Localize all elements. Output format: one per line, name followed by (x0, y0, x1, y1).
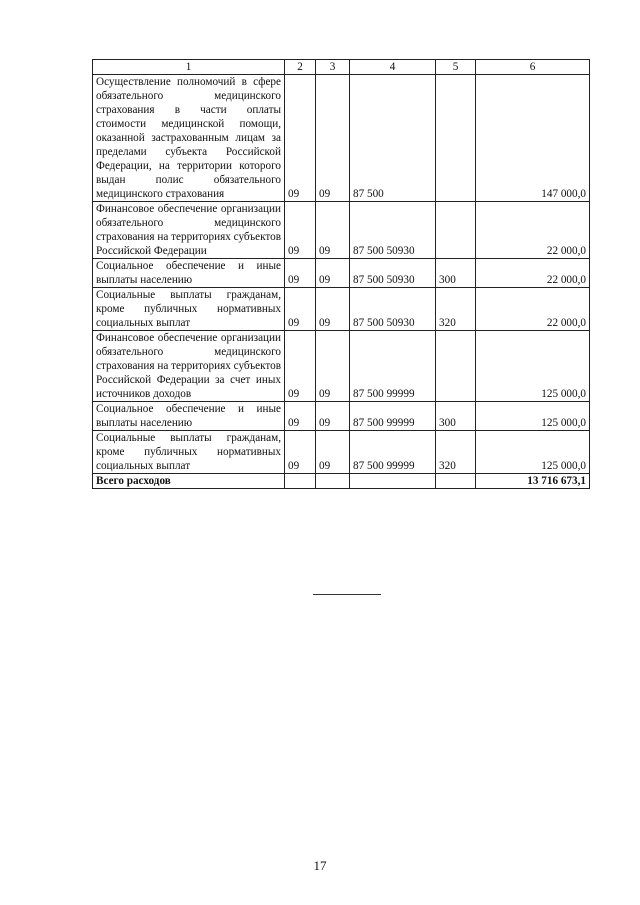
target-article-code: 87 500 (350, 75, 436, 202)
column-header: 4 (350, 60, 436, 75)
column-header: 1 (93, 60, 285, 75)
subsection-code: 09 (316, 331, 350, 402)
amount: 22 000,0 (476, 259, 590, 288)
subsection-code: 09 (316, 202, 350, 259)
expense-type-code: 300 (436, 259, 476, 288)
expense-type-code: 320 (436, 288, 476, 331)
table-row (93, 331, 590, 402)
expense-type-code: 300 (436, 402, 476, 431)
empty-cell (285, 474, 316, 489)
total-row (93, 474, 590, 489)
target-article-code: 87 500 50930 (350, 259, 436, 288)
expense-type-code (436, 75, 476, 202)
row-description: Социальные выплаты гражданам, кроме публичных нормативных социальных выплат (93, 431, 285, 474)
column-header: 3 (316, 60, 350, 75)
expense-type-code (436, 202, 476, 259)
expenditure-table (92, 59, 590, 489)
amount: 125 000,0 (476, 331, 590, 402)
table-row (93, 288, 590, 331)
section-code: 09 (285, 288, 316, 331)
table-row (93, 202, 590, 259)
empty-cell (316, 474, 350, 489)
row-description: Осуществление полномочий в сфере обязательного медицинского страхования в части оплаты стоимости медицинской помощи, оказанной застрахованным лицам за пределами субъекта Российской Федерации, на территории которого выдан полис обязательного медицинского страхования (93, 75, 285, 202)
row-description: Социальное обеспечение и иные выплаты населению (93, 402, 285, 431)
target-article-code: 87 500 99999 (350, 331, 436, 402)
column-header: 6 (476, 60, 590, 75)
row-description: Финансовое обеспечение организации обязательного медицинского страхования на территориях субъектов Российской Федерации за счет иных источников доходов (93, 331, 285, 402)
target-article-code: 87 500 50930 (350, 202, 436, 259)
section-code: 09 (285, 402, 316, 431)
target-article-code: 87 500 50930 (350, 288, 436, 331)
column-header: 5 (436, 60, 476, 75)
target-article-code: 87 500 99999 (350, 402, 436, 431)
table-row (93, 431, 590, 474)
amount: 22 000,0 (476, 288, 590, 331)
row-description: Финансовое обеспечение организации обязательного медицинского страхования на территориях субъектов Российской Федерации (93, 202, 285, 259)
empty-cell (350, 474, 436, 489)
section-code: 09 (285, 259, 316, 288)
table-row (93, 75, 590, 202)
empty-cell (436, 474, 476, 489)
subsection-code: 09 (316, 259, 350, 288)
subsection-code: 09 (316, 288, 350, 331)
subsection-code: 09 (316, 75, 350, 202)
expense-type-code: 320 (436, 431, 476, 474)
table-row (93, 259, 590, 288)
total-amount: 13 716 673,1 (476, 474, 590, 489)
amount: 125 000,0 (476, 431, 590, 474)
row-description: Социальное обеспечение и иные выплаты населению (93, 259, 285, 288)
amount: 22 000,0 (476, 202, 590, 259)
column-header: 2 (285, 60, 316, 75)
section-code: 09 (285, 431, 316, 474)
amount: 125 000,0 (476, 402, 590, 431)
section-code: 09 (285, 331, 316, 402)
subsection-code: 09 (316, 402, 350, 431)
row-description: Социальные выплаты гражданам, кроме публичных нормативных социальных выплат (93, 288, 285, 331)
column-number-row (93, 60, 590, 75)
subsection-code: 09 (316, 431, 350, 474)
section-code: 09 (285, 75, 316, 202)
total-label: Всего расходов (93, 474, 285, 489)
expense-type-code (436, 331, 476, 402)
table-row (93, 402, 590, 431)
target-article-code: 87 500 99999 (350, 431, 436, 474)
page-number: 17 (313, 858, 327, 873)
section-code: 09 (285, 202, 316, 259)
amount: 147 000,0 (476, 75, 590, 202)
end-divider-line (313, 594, 381, 595)
